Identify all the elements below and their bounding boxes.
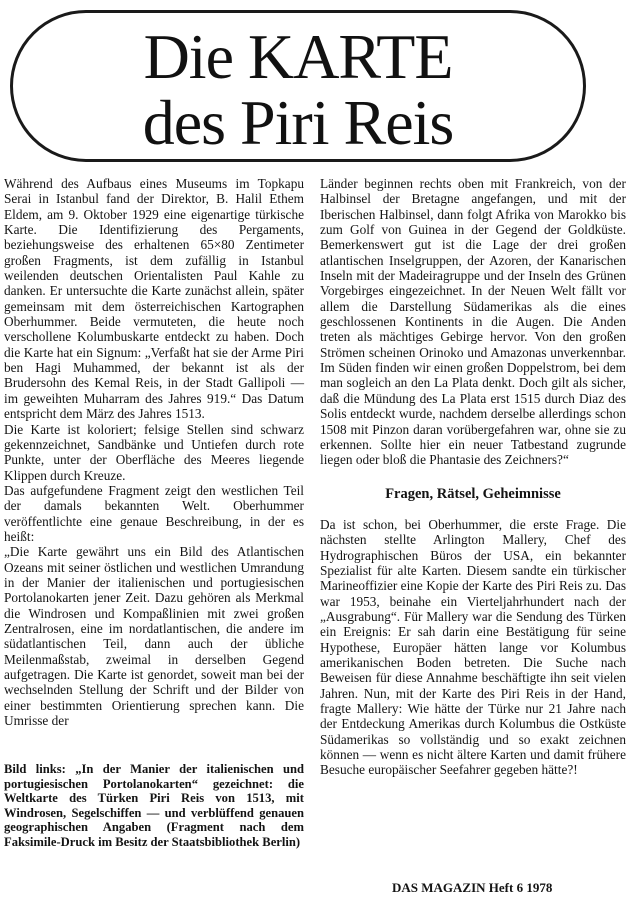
paragraph: Das aufgefundene Fragment zeigt den westlichen Teil der damals bekannten Welt. Oberhummer veröffentlichte eine genaue Beschreibung, in der es heißt:	[4, 482, 304, 544]
paragraph: Die Karte ist koloriert; felsige Stellen sind schwarz gekennzeichnet, Sandbänke und Untiefen durch rote Punkte, unter der Oberfläche des Meeres liegende Klippen durch Kreuze.	[4, 421, 304, 483]
paragraph: Da ist schon, bei Oberhummer, die erste Frage. Die nächsten stellte Arlington Mallery, Chef des Hydrographischen Büros der USA, ein bekannter Spezialist für alte Karten. Diesem sandte ein türkischer Marineoffizier eine Kopie der Karte des Piri Reis zu. Das war 1953, beinahe ein Vierteljahrhundert nach der „Ausgrabung“. Für Mallery war die Sendung des Türken ein Ereignis: Er sah darin eine Bestätigung für seine Hypothese, Europäer hätten lange vor Kolumbus amerikanischen Boden betreten. Die Suche nach Beweisen für diese Annahme beschäftigte ihn seit vielen Jahren. Nun, mit der Karte des Piri Reis in der Hand, fragte Mallery: Wie hätte der Türke nur 21 Jahre nach der Entdeckung Amerikas durch Kolumbus die Ostküste Südamerikas so vollständig und so exakt zeichnen können — wenn es nicht ältere Karten und damit frühere Besuche europäischer Seefahrer gegeben hätte?!	[320, 516, 626, 778]
right-column	[320, 176, 626, 778]
left-column	[4, 176, 304, 728]
image-caption: Bild links: „In der Manier der italienischen und portugiesischen Portolanokarten“ gezeichnet: die Weltkarte des Türken Piri Reis von 1513, mit Windrosen, Segelschiffen — und verblüffend genauen geographischen Angaben (Fragment nach dem Faksimile-Druck im Besitz der Staatsbibliothek Berlin)	[4, 762, 304, 849]
paragraph: „Die Karte gewährt uns ein Bild des Atlantischen Ozeans mit seiner östlichen und westlichen Umrandung in der Manier der italienischen und portugiesischen Portolanokarten jener Zeit. Dazu gehören als Merkmal die Windrosen und Kompaßlinien mit zwei großen Zentralrosen, eine im nordatlantischen, die andere im südatlantischen Teil, dann auch der übliche Meilenmaßstab, zweimal in derselben Gegend aufgetragen. Die Karte ist genordet, soweit man bei der wechselnden Stellung der Schrift und der Bilder von einer bestimmten Orientierung sprechen kann. Die Umrisse der	[4, 544, 304, 729]
magazine-footer: DAS MAGAZIN Heft 6 1978	[392, 880, 553, 895]
title-banner	[10, 10, 586, 162]
paragraph: Länder beginnen rechts oben mit Frankreich, von der Halbinsel der Bretagne angefangen, und mit der Iberischen Halbinsel, dann folgt Afrika von Marokko bis zum Golf von Guinea in der Gegend der Goldküste. Bemerkenswert gut ist die Lage der drei großen atlantischen Inselgruppen, der Azoren, der Kanarischen Inseln mit der Madeiragruppe und der Inseln des Grünen Vorgebirges eingezeichnet. In der Neuen Welt fällt vor allem die Darstellung Südamerikas als die eines geschlossenen Kontinents in die Augen. Die Anden treten als mächtiges Gebirge hervor. Von den großen Strömen scheinen Orinoko und Amazonas unverkennbar. Im Süden finden wir einen großen Doppelstrom, bei dem man sogleich an den La Plata denkt. Doch gilt als sicher, daß die Mündung des La Plata erst 1515 durch Diaz des Solis entdeckt wurde, nachdem derselbe allerdings schon 1508 mit Pinzon daran vorübergefahren war, ohne sie zu erkennen. Sollte hier ein neuer Tatbestand zugrunde liegen oder bloß die Phantasie des Zeichners?“	[320, 176, 626, 468]
title-line-2: des Piri Reis	[142, 87, 454, 158]
title-line-1: Die KARTE	[143, 21, 453, 92]
section-heading: Fragen, Rätsel, Geheimnisse	[385, 485, 561, 502]
paragraph: Während des Aufbaus eines Museums im Topkapu Serai in Istanbul fand der Direktor, B. Halil Ethem Eldem, am 9. Oktober 1929 eine eigenartige türkische Karte. Die Identifizierung des Pergaments, beziehungsweise des erhaltenen 65×80 Zentimeter großen Fragments, ist dem zufällig in Istanbul weilenden deutschen Orientalisten Paul Kahle zu danken. Er untersuchte die Karte zunächst allein, später gemeinsam mit dem österreichischen Kartographen Oberhummer. Beide vermuteten, die heute noch verschollene Kolumbuskarte entdeckt zu haben. Doch die Karte hat ein Signum: „Verfaßt hat sie der Arme Piri ben Hagi Muhammed, der bekannt ist als der Brudersohn des Kemal Reis, in der Stadt Gallipoli — im geweihten Muharram des Jahres 919.“ Das Datum entspricht dem März des Jahres 1513.	[4, 176, 304, 422]
